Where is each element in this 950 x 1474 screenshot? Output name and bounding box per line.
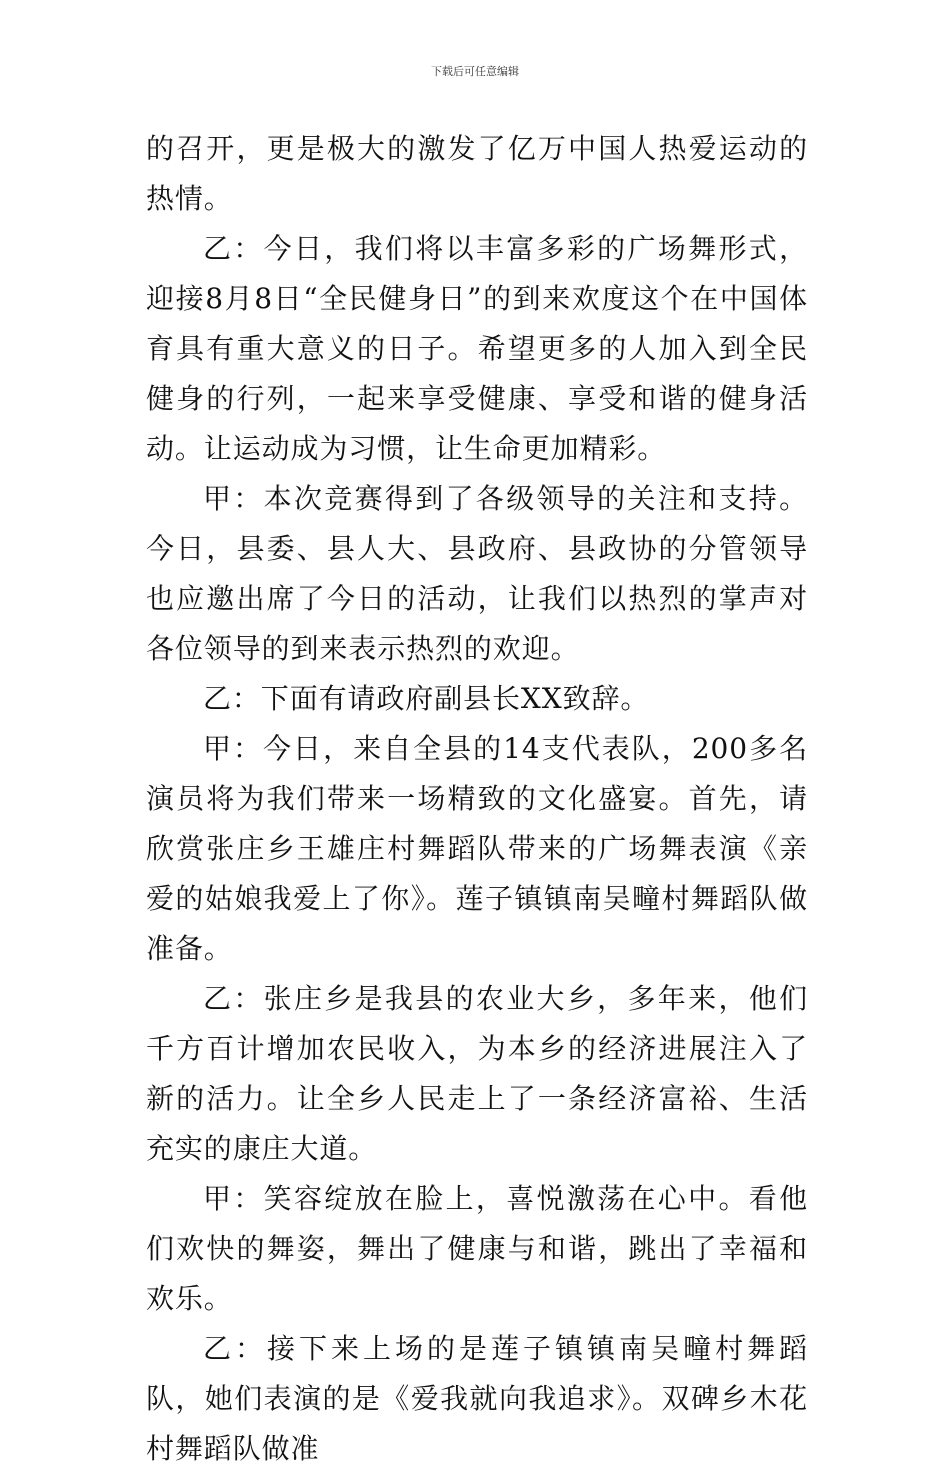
paragraph-speaker-yi: 乙：今日，我们将以丰富多彩的广场舞形式，迎接8月8日“全民健身日”的到来欢度这个在中国体育具有重大意义的日子。希望更多的人加入到全民健身的行列，一起来享受健康、享受和谐的健身活动。让运动成为习惯，让生命更加精彩。 — [146, 232, 808, 465]
paragraph-speaker-yi: 乙：张庄乡是我县的农业大乡，多年来，他们千方百计增加农民收入，为本乡的经济进展注入了新的活力。让全乡人民走上了一条经济富裕、生活充实的康庄大道。 — [146, 982, 808, 1165]
document-body — [146, 124, 808, 1474]
paragraph-speaker-jia: 甲：今日，来自全县的14支代表队，200多名演员将为我们带来一场精致的文化盛宴。首先，请欣赏张庄乡王雄庄村舞蹈队带来的广场舞表演《亲爱的姑娘我爱上了你》。莲子镇镇南吴疃村舞蹈队做准备。 — [146, 732, 808, 965]
paragraph-speaker-jia: 甲：本次竞赛得到了各级领导的关注和支持。今日，县委、县人大、县政府、县政协的分管领导也应邀出席了今日的活动，让我们以热烈的掌声对各位领导的到来表示热烈的欢迎。 — [146, 482, 808, 665]
paragraph-speaker-yi: 乙：下面有请政府副县长XX致辞。 — [203, 682, 650, 715]
page-header: 下载后可任意编辑 — [431, 65, 519, 78]
paragraph-speaker-yi: 乙：接下来上场的是莲子镇镇南吴疃村舞蹈队，她们表演的是《爱我就向我追求》。双碑乡木花村舞蹈队做准 — [146, 1332, 808, 1465]
paragraph-speaker-jia: 甲：笑容绽放在脸上，喜悦激荡在心中。看他们欢快的舞姿，舞出了健康与和谐，跳出了幸福和欢乐。 — [146, 1182, 808, 1315]
paragraph-continuation: 的召开，更是极大的激发了亿万中国人热爱运动的热情。 — [146, 132, 808, 215]
